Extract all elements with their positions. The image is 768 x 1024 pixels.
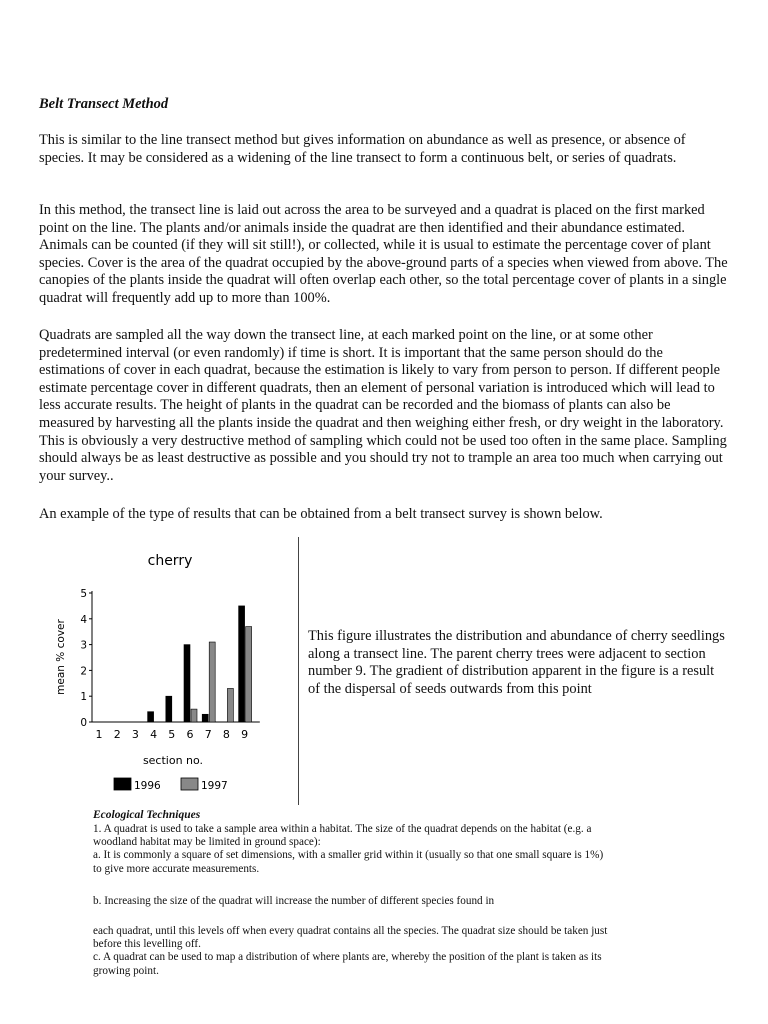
figure-divider <box>298 537 299 805</box>
chart-y-tick-label: 2 <box>80 665 87 678</box>
bar-1997-section-7 <box>209 642 215 722</box>
chart-x-tick-label: 8 <box>222 728 230 741</box>
chart-x-tick-label: 6 <box>186 728 194 741</box>
ecological-block-2: b. Increasing the size of the quadrat will increase the number of different species found in <box>93 895 495 907</box>
chart-y-tick-label: 5 <box>80 588 87 600</box>
paragraph-sampling: Quadrats are sampled all the way down the transect line, at each marked point on the line, or at some other predetermined interval (or even randomly) if time is short. It is important that the same person should do the estimations of cover in each quadrat, because the estimation is likely to vary from person to person. If different people estimate percentage cover in different quadrats, then an element of personal variation is introduced which will lead to less accurate results. The height of plants in the quadrat can be recorded and the biomass of plants can also be measured by harvesting all the plants inside the quadrat and then weighing either fresh, or dry weight in the laboratory. This is obviously a very destructive method of sampling which could not be used too often in the same place. Sampling should always be as least destructive as possible and you should try not to trample an area too much when carrying out your survey.. <box>39 327 727 484</box>
chart-y-tick-label: 0 <box>80 717 87 729</box>
bar-1996-section-7 <box>202 714 208 722</box>
bar-1997-section-9 <box>246 627 252 722</box>
legend-label-1997: 1997 <box>201 780 228 792</box>
chart-y-tick-label: 1 <box>80 691 87 704</box>
legend-label-1996: 1996 <box>134 780 161 792</box>
chart-x-tick-label: 1 <box>95 728 103 741</box>
paragraph-method: In this method, the transect line is laid out across the area to be surveyed and a quadrat is placed on the first marked point on the line. The plants and/or animals inside the quadrat are then identified and their abundance estimated. Animals can be counted (if they will sit still!), or collected, while it is usual to estimate the percentage cover of plant species. Cover is the area of the quadrat occupied by the above-ground parts of a species when viewed from above. The canopies of the plants inside the quadrat will often overlap each other, so the total percentage cover of plants in a single quadrat will frequently add up to more than 100%. <box>39 202 728 306</box>
paragraph-example: An example of the type of results that can be obtained from a belt transect survey is shown below. <box>39 506 603 522</box>
chart-y-tick-label: 4 <box>80 613 87 626</box>
figure-caption: This figure illustrates the distribution and abundance of cherry seedlings along a transect line. The parent cherry trees were adjacent to section number 9. The gradient of distribution apparent in the figure is a result of the dispersal of seeds outwards from this point <box>308 628 725 697</box>
bar-1997-section-6 <box>191 709 197 722</box>
ecological-block-1: 1. A quadrat is used to take a sample area within a habitat. The size of the quadrat depends on the habitat (e.g. a woodland habitat may be limited in ground space): a. It is commonly a square of set dimensions, with a smaller grid within it (usually so that one small square is 1%) to give more accurate measurements. <box>93 823 604 875</box>
chart-x-axis-label: section no. <box>142 754 204 767</box>
chart-x-tick-label: 2 <box>113 728 121 741</box>
bar-1997-section-8 <box>227 688 233 722</box>
bar-1996-section-9 <box>239 606 245 722</box>
chart-x-tick-label: 3 <box>131 728 139 741</box>
ecological-techniques-title: Ecological Techniques <box>93 809 201 821</box>
chart-x-tick-label: 4 <box>150 728 158 741</box>
chart-x-tick-label: 7 <box>204 728 212 741</box>
section-heading: Belt Transect Method <box>39 96 169 112</box>
legend-swatch-1997 <box>181 778 198 790</box>
cherry-bar-chart <box>44 545 274 800</box>
chart-y-tick-label: 3 <box>80 639 87 652</box>
chart-x-tick-label: 5 <box>168 728 176 741</box>
chart-title: cherry <box>147 553 193 569</box>
chart-y-axis-label: mean % cover <box>55 619 67 695</box>
paragraph-intro: This is similar to the line transect method but gives information on abundance as well as presence, or absence of species. It may be considered as a widening of the line transect to form a continuous belt, or series of quadrats. <box>39 132 686 166</box>
chart-x-tick-label: 9 <box>241 728 249 741</box>
bar-1996-section-5 <box>166 696 172 722</box>
bar-1996-section-4 <box>148 712 154 722</box>
legend-swatch-1996 <box>114 778 131 790</box>
bar-1996-section-6 <box>184 645 190 722</box>
ecological-block-3: each quadrat, until this levels off when every quadrat contains all the species. The quadrat size should be taken just before this levelling off. c. A quadrat can be used to map a distribution of where plants are, whereby the position of the plant is taken as its growing point. <box>93 925 608 977</box>
